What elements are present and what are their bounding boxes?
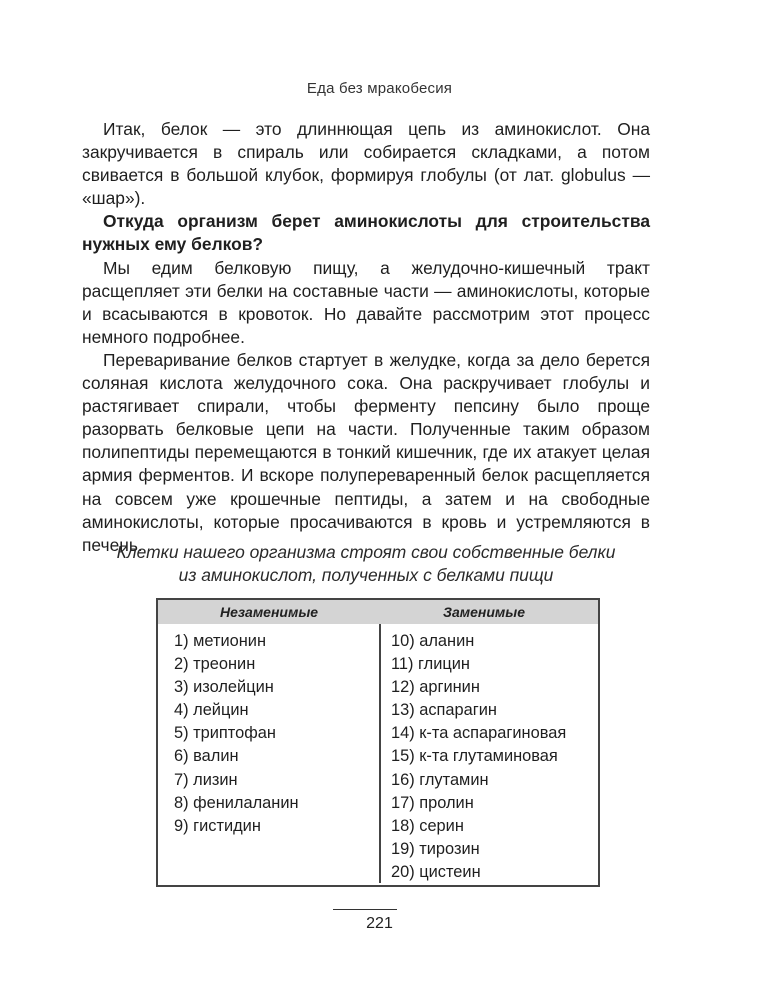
list-item: 17) пролин xyxy=(391,793,474,812)
list-item: 11) глицин xyxy=(391,655,470,674)
paragraph-digestion-overview: Мы едим белковую пищу, а желудочно-кишечный тракт расщепляет эти белки на составные части — аминокислоты, которые и всасываются в кровоток. Но давайте рассмотрим этот процесс немного подробнее. xyxy=(82,257,650,347)
list-item: 10) аланин xyxy=(391,632,475,650)
nonessential-list xyxy=(391,630,566,884)
caption-line-2: из аминокислот, полученных с белками пищи xyxy=(178,565,554,585)
amino-acid-table xyxy=(156,598,600,887)
header-essential: Незаменимые xyxy=(220,604,319,620)
paragraph-protein-chain: Итак, белок — это длиннющая цепь из аминокислот. Она закручивается в спираль или собирается складками, а потом свивается в большой клубок, формируя глобулы (от лат. globulus — «шар»). xyxy=(82,119,650,209)
list-item: 15) к-та глутаминовая xyxy=(391,747,558,766)
list-item: 16) глутамин xyxy=(391,770,489,789)
section-question-heading: Откуда организм берет аминокислоты для строительства нужных ему белков? xyxy=(82,211,650,255)
page-number-rule xyxy=(333,909,397,910)
list-item: 6) валин xyxy=(174,747,239,766)
body-text xyxy=(82,118,650,557)
list-item: 8) фенилаланин xyxy=(174,793,299,812)
list-item: 2) треонин xyxy=(174,655,256,674)
column-divider xyxy=(379,624,381,883)
table-caption xyxy=(82,541,650,587)
list-item: 20) цистеин xyxy=(391,862,481,881)
list-item: 7) лизин xyxy=(174,770,238,789)
list-item: 19) тирозин xyxy=(391,839,480,858)
list-item: 12) аргинин xyxy=(391,678,480,697)
list-item: 18) серин xyxy=(391,816,464,835)
list-item: 4) лейцин xyxy=(174,701,249,720)
list-item: 9) гистидин xyxy=(174,816,261,835)
list-item: 3) изолейцин xyxy=(174,678,274,697)
list-item: 13) аспарагин xyxy=(391,701,497,720)
table-header-row xyxy=(158,600,598,624)
list-item: 1) метионин xyxy=(174,632,267,650)
running-head: Еда без мракобесия xyxy=(306,80,453,97)
list-item: 14) к-та аспарагиновая xyxy=(391,724,567,743)
list-item: 5) триптофан xyxy=(174,724,276,743)
header-nonessential: Заменимые xyxy=(443,604,526,620)
page-number: 221 xyxy=(366,915,393,932)
caption-line-1: Клетки нашего организма строят свои собственные белки xyxy=(116,542,616,562)
essential-list xyxy=(174,630,299,838)
paragraph-digestion-details: Переваривание белков стартует в желудке, когда за дело берется соляная кислота желудочного сока. Она раскручивает глобулы и растягивает спирали, чтобы ферменту пепсину было проще разорвать белковые цепи на части. Полученные таким образом полипептиды перемещаются в тонкий кишечник, где их атакует целая армия ферментов. И вскоре полупереваренный белок расщепляется на совсем уже крошечные пептиды, а затем и на свободные аминокислоты, которые просачиваются в кровь и устремляются в печень. xyxy=(82,349,650,555)
